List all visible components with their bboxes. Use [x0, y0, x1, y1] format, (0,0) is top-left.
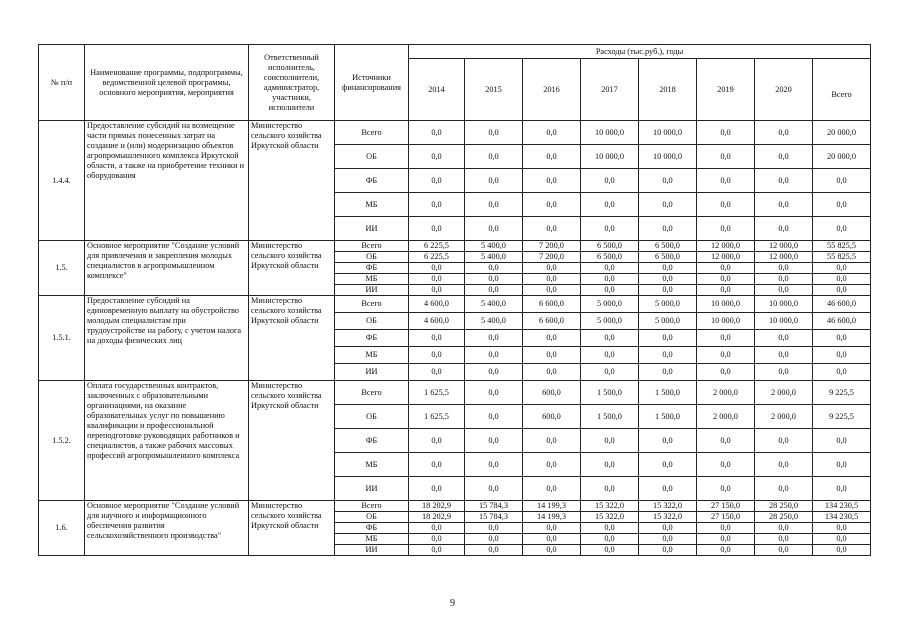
year-value: 10 000,0 [697, 313, 755, 330]
year-value: 0,0 [697, 169, 755, 193]
year-value: 0,0 [409, 263, 465, 274]
funding-source: Всего [335, 296, 409, 313]
year-value: 0,0 [639, 545, 697, 556]
year-value: 6 500,0 [581, 252, 639, 263]
year-value: 27 150,0 [697, 501, 755, 512]
item-number: 1.6. [39, 501, 85, 556]
funding-source: ОБ [335, 405, 409, 429]
year-value: 0,0 [755, 453, 813, 477]
header-year: 2020 [755, 59, 813, 121]
funding-source: МБ [335, 274, 409, 285]
total-value: 0,0 [813, 453, 871, 477]
year-value: 0,0 [581, 217, 639, 241]
header-year: 2016 [523, 59, 581, 121]
year-value: 0,0 [581, 263, 639, 274]
year-value: 0,0 [639, 169, 697, 193]
year-value: 0,0 [465, 217, 523, 241]
year-value: 18 202,9 [409, 512, 465, 523]
year-value: 0,0 [409, 169, 465, 193]
year-value: 5 000,0 [639, 296, 697, 313]
item-number: 1.4.4. [39, 121, 85, 241]
year-value: 12 000,0 [697, 241, 755, 252]
total-value: 0,0 [813, 534, 871, 545]
year-value: 1 500,0 [639, 405, 697, 429]
funding-source: ФБ [335, 169, 409, 193]
year-value: 7 200,0 [523, 241, 581, 252]
budget-table [38, 44, 871, 556]
item-name: Предоставление субсидий на единовременную выплату на обустройство молодым специалистам при трудоустройстве на работу, с учетом налога на доходы физических лиц [85, 296, 249, 381]
year-value: 0,0 [581, 347, 639, 364]
year-value: 0,0 [697, 274, 755, 285]
page-number: 9 [450, 598, 455, 609]
year-value: 0,0 [639, 534, 697, 545]
year-value: 1 500,0 [581, 381, 639, 405]
year-value: 10 000,0 [639, 121, 697, 145]
year-value: 600,0 [523, 381, 581, 405]
year-value: 0,0 [639, 453, 697, 477]
year-value: 5 400,0 [465, 313, 523, 330]
year-value: 6 225,5 [409, 252, 465, 263]
year-value: 18 202,9 [409, 501, 465, 512]
year-value: 0,0 [755, 217, 813, 241]
total-value: 20 000,0 [813, 121, 871, 145]
funding-source: ОБ [335, 252, 409, 263]
year-value: 0,0 [755, 145, 813, 169]
total-value: 9 225,5 [813, 405, 871, 429]
year-value: 0,0 [697, 145, 755, 169]
total-value: 0,0 [813, 477, 871, 501]
year-value: 0,0 [697, 429, 755, 453]
year-value: 0,0 [755, 545, 813, 556]
year-value: 2 000,0 [755, 405, 813, 429]
year-value: 0,0 [755, 347, 813, 364]
funding-source: МБ [335, 193, 409, 217]
year-value: 0,0 [465, 364, 523, 381]
year-value: 0,0 [755, 121, 813, 145]
year-value: 0,0 [523, 545, 581, 556]
year-value: 0,0 [581, 274, 639, 285]
item-executor: Министерство сельского хозяйства Иркутской области [249, 296, 335, 381]
year-value: 0,0 [697, 121, 755, 145]
total-value: 0,0 [813, 364, 871, 381]
year-value: 15 322,0 [639, 501, 697, 512]
funding-source: Всего [335, 381, 409, 405]
year-value: 2 000,0 [697, 381, 755, 405]
funding-source: Всего [335, 241, 409, 252]
header-year: 2015 [465, 59, 523, 121]
year-value: 0,0 [409, 193, 465, 217]
funding-source: ОБ [335, 313, 409, 330]
total-value: 0,0 [813, 330, 871, 347]
year-value: 0,0 [639, 523, 697, 534]
year-value: 7 200,0 [523, 252, 581, 263]
table-row [39, 241, 871, 252]
funding-source: ФБ [335, 523, 409, 534]
table-body [39, 121, 871, 556]
funding-source: МБ [335, 347, 409, 364]
year-value: 0,0 [465, 274, 523, 285]
year-value: 10 000,0 [755, 313, 813, 330]
year-value: 4 600,0 [409, 313, 465, 330]
total-value: 20 000,0 [813, 145, 871, 169]
year-value: 0,0 [755, 330, 813, 347]
year-value: 0,0 [523, 330, 581, 347]
year-value: 0,0 [697, 453, 755, 477]
total-value: 0,0 [813, 274, 871, 285]
item-name: Основное мероприятие "Создание условий для научного и информационного обеспечения развития сельскохозяйственного производства" [85, 501, 249, 556]
year-value: 1 500,0 [639, 381, 697, 405]
funding-source: Всего [335, 501, 409, 512]
year-value: 15 322,0 [639, 512, 697, 523]
year-value: 27 150,0 [697, 512, 755, 523]
year-value: 10 000,0 [581, 145, 639, 169]
year-value: 0,0 [523, 429, 581, 453]
table-row [39, 296, 871, 313]
total-value: 0,0 [813, 523, 871, 534]
header-num: № п/п [39, 45, 85, 121]
funding-source: ИИ [335, 545, 409, 556]
year-value: 0,0 [755, 429, 813, 453]
year-value: 0,0 [755, 477, 813, 501]
year-value: 0,0 [523, 169, 581, 193]
year-value: 0,0 [465, 121, 523, 145]
funding-source: МБ [335, 453, 409, 477]
year-value: 0,0 [409, 145, 465, 169]
total-value: 0,0 [813, 545, 871, 556]
header-total: Всего [813, 59, 871, 121]
year-value: 0,0 [639, 285, 697, 296]
year-value: 28 250,0 [755, 501, 813, 512]
year-value: 0,0 [465, 453, 523, 477]
year-value: 0,0 [523, 121, 581, 145]
year-value: 28 250,0 [755, 512, 813, 523]
year-value: 12 000,0 [697, 252, 755, 263]
year-value: 6 500,0 [639, 241, 697, 252]
header-year: 2019 [697, 59, 755, 121]
year-value: 0,0 [697, 364, 755, 381]
year-value: 0,0 [581, 193, 639, 217]
year-value: 0,0 [697, 523, 755, 534]
year-value: 5 000,0 [581, 313, 639, 330]
year-value: 4 600,0 [409, 296, 465, 313]
year-value: 0,0 [523, 347, 581, 364]
year-value: 0,0 [697, 193, 755, 217]
funding-source: ИИ [335, 217, 409, 241]
year-value: 0,0 [639, 274, 697, 285]
year-value: 0,0 [465, 523, 523, 534]
year-value: 0,0 [639, 217, 697, 241]
funding-source: МБ [335, 534, 409, 545]
total-value: 0,0 [813, 285, 871, 296]
year-value: 1 625,5 [409, 381, 465, 405]
total-value: 0,0 [813, 429, 871, 453]
header-sources: Источники финансирования [335, 45, 409, 121]
year-value: 0,0 [465, 429, 523, 453]
year-value: 0,0 [409, 453, 465, 477]
year-value: 0,0 [581, 453, 639, 477]
year-value: 0,0 [409, 217, 465, 241]
year-value: 0,0 [465, 169, 523, 193]
year-value: 0,0 [697, 217, 755, 241]
year-value: 0,0 [523, 477, 581, 501]
item-executor: Министерство сельского хозяйства Иркутской области [249, 501, 335, 556]
total-value: 0,0 [813, 169, 871, 193]
year-value: 10 000,0 [697, 296, 755, 313]
year-value: 0,0 [409, 534, 465, 545]
year-value: 0,0 [409, 330, 465, 347]
year-value: 0,0 [697, 330, 755, 347]
year-value: 0,0 [639, 347, 697, 364]
year-value: 0,0 [409, 545, 465, 556]
year-value: 600,0 [523, 405, 581, 429]
year-value: 0,0 [697, 285, 755, 296]
year-value: 0,0 [465, 381, 523, 405]
year-value: 0,0 [755, 193, 813, 217]
year-value: 5 000,0 [639, 313, 697, 330]
total-value: 134 230,5 [813, 501, 871, 512]
funding-source: ИИ [335, 285, 409, 296]
total-value: 0,0 [813, 193, 871, 217]
total-value: 46 600,0 [813, 313, 871, 330]
year-value: 6 500,0 [581, 241, 639, 252]
year-value: 0,0 [581, 169, 639, 193]
year-value: 0,0 [581, 545, 639, 556]
year-value: 5 400,0 [465, 296, 523, 313]
year-value: 1 500,0 [581, 405, 639, 429]
year-value: 0,0 [697, 534, 755, 545]
year-value: 0,0 [755, 263, 813, 274]
year-value: 0,0 [465, 145, 523, 169]
year-value: 0,0 [755, 523, 813, 534]
year-value: 0,0 [465, 193, 523, 217]
year-value: 0,0 [523, 145, 581, 169]
year-value: 0,0 [581, 285, 639, 296]
year-value: 12 000,0 [755, 252, 813, 263]
year-value: 14 199,3 [523, 512, 581, 523]
header-expenses: Расходы (тыс.руб.), годы [409, 45, 871, 59]
table-header [39, 45, 871, 121]
year-value: 0,0 [465, 285, 523, 296]
year-value: 0,0 [755, 534, 813, 545]
year-value: 0,0 [523, 263, 581, 274]
year-value: 6 225,5 [409, 241, 465, 252]
year-value: 0,0 [465, 347, 523, 364]
funding-source: ОБ [335, 512, 409, 523]
header-year: 2017 [581, 59, 639, 121]
year-value: 6 600,0 [523, 296, 581, 313]
year-value: 10 000,0 [755, 296, 813, 313]
year-value: 2 000,0 [697, 405, 755, 429]
funding-source: ИИ [335, 477, 409, 501]
year-value: 0,0 [581, 534, 639, 545]
funding-source: ФБ [335, 330, 409, 347]
year-value: 0,0 [465, 534, 523, 545]
year-value: 0,0 [581, 429, 639, 453]
year-value: 0,0 [697, 477, 755, 501]
item-number: 1.5. [39, 241, 85, 296]
item-name: Оплата государственных контрактов, заключенных с образовательными организациями, на оказание образовательных услуг по повышению квалификации и профессиональной переподготовке руководящих работников и специалистов, а также рабочих массовых профессий агропромышленного комплекса [85, 381, 249, 501]
year-value: 0,0 [409, 523, 465, 534]
table-row [39, 501, 871, 512]
year-value: 5 400,0 [465, 252, 523, 263]
header-year: 2014 [409, 59, 465, 121]
total-value: 0,0 [813, 263, 871, 274]
year-value: 0,0 [697, 545, 755, 556]
year-value: 0,0 [523, 285, 581, 296]
table-row [39, 121, 871, 145]
year-value: 1 625,5 [409, 405, 465, 429]
year-value: 0,0 [409, 347, 465, 364]
header-year: 2018 [639, 59, 697, 121]
year-value: 0,0 [755, 285, 813, 296]
year-value: 5 000,0 [581, 296, 639, 313]
year-value: 5 400,0 [465, 241, 523, 252]
funding-source: Всего [335, 121, 409, 145]
year-value: 15 322,0 [581, 501, 639, 512]
year-value: 10 000,0 [581, 121, 639, 145]
year-value: 0,0 [409, 121, 465, 145]
funding-source: ФБ [335, 263, 409, 274]
year-value: 0,0 [639, 429, 697, 453]
year-value: 0,0 [465, 545, 523, 556]
year-value: 0,0 [755, 169, 813, 193]
year-value: 0,0 [409, 274, 465, 285]
year-value: 0,0 [523, 193, 581, 217]
funding-source: ФБ [335, 429, 409, 453]
year-value: 0,0 [697, 263, 755, 274]
item-name: Предоставление субсидий на возмещение части прямых понесенных затрат на создание и (или) модернизацию объектов агропромышленного комплекса Иркутской области, а также на приобретение техники и оборудования [85, 121, 249, 241]
year-value: 0,0 [755, 274, 813, 285]
year-value: 10 000,0 [639, 145, 697, 169]
table-row [39, 381, 871, 405]
total-value: 0,0 [813, 347, 871, 364]
year-value: 0,0 [523, 217, 581, 241]
total-value: 9 225,5 [813, 381, 871, 405]
year-value: 0,0 [581, 364, 639, 381]
year-value: 0,0 [639, 193, 697, 217]
year-value: 0,0 [465, 263, 523, 274]
item-executor: Министерство сельского хозяйства Иркутской области [249, 241, 335, 296]
year-value: 15 322,0 [581, 512, 639, 523]
year-value: 0,0 [523, 274, 581, 285]
year-value: 0,0 [523, 523, 581, 534]
year-value: 12 000,0 [755, 241, 813, 252]
year-value: 0,0 [465, 405, 523, 429]
year-value: 0,0 [523, 534, 581, 545]
year-value: 15 784,3 [465, 501, 523, 512]
year-value: 0,0 [639, 364, 697, 381]
funding-source: ОБ [335, 145, 409, 169]
total-value: 0,0 [813, 217, 871, 241]
year-value: 0,0 [581, 330, 639, 347]
year-value: 0,0 [523, 364, 581, 381]
year-value: 0,0 [409, 429, 465, 453]
item-number: 1.5.2. [39, 381, 85, 501]
year-value: 0,0 [581, 523, 639, 534]
year-value: 0,0 [639, 330, 697, 347]
total-value: 134 230,5 [813, 512, 871, 523]
year-value: 0,0 [581, 477, 639, 501]
header-name: Наименование программы, подпрограммы, ведомственной целевой программы, основного мероприятия, мероприятия [85, 45, 249, 121]
year-value: 15 784,3 [465, 512, 523, 523]
year-value: 0,0 [409, 477, 465, 501]
year-value: 0,0 [409, 364, 465, 381]
total-value: 55 825,5 [813, 241, 871, 252]
year-value: 0,0 [523, 453, 581, 477]
year-value: 0,0 [639, 263, 697, 274]
year-value: 6 500,0 [639, 252, 697, 263]
total-value: 55 825,5 [813, 252, 871, 263]
year-value: 6 600,0 [523, 313, 581, 330]
year-value: 0,0 [465, 330, 523, 347]
year-value: 0,0 [755, 364, 813, 381]
total-value: 46 600,0 [813, 296, 871, 313]
year-value: 14 199,3 [523, 501, 581, 512]
year-value: 2 000,0 [755, 381, 813, 405]
item-executor: Министерство сельского хозяйства Иркутской области [249, 381, 335, 501]
header-executor: Ответственный исполнитель, соисполнители, администратор, участники, исполнители [249, 45, 335, 121]
year-value: 0,0 [697, 347, 755, 364]
item-executor: Министерство сельского хозяйства Иркутской области [249, 121, 335, 241]
funding-source: ИИ [335, 364, 409, 381]
year-value: 0,0 [639, 477, 697, 501]
item-name: Основное мероприятие "Создание условий для привлечения и закрепления молодых специалистов в агропромышленном комплексе" [85, 241, 249, 296]
year-value: 0,0 [409, 285, 465, 296]
item-number: 1.5.1. [39, 296, 85, 381]
year-value: 0,0 [465, 477, 523, 501]
